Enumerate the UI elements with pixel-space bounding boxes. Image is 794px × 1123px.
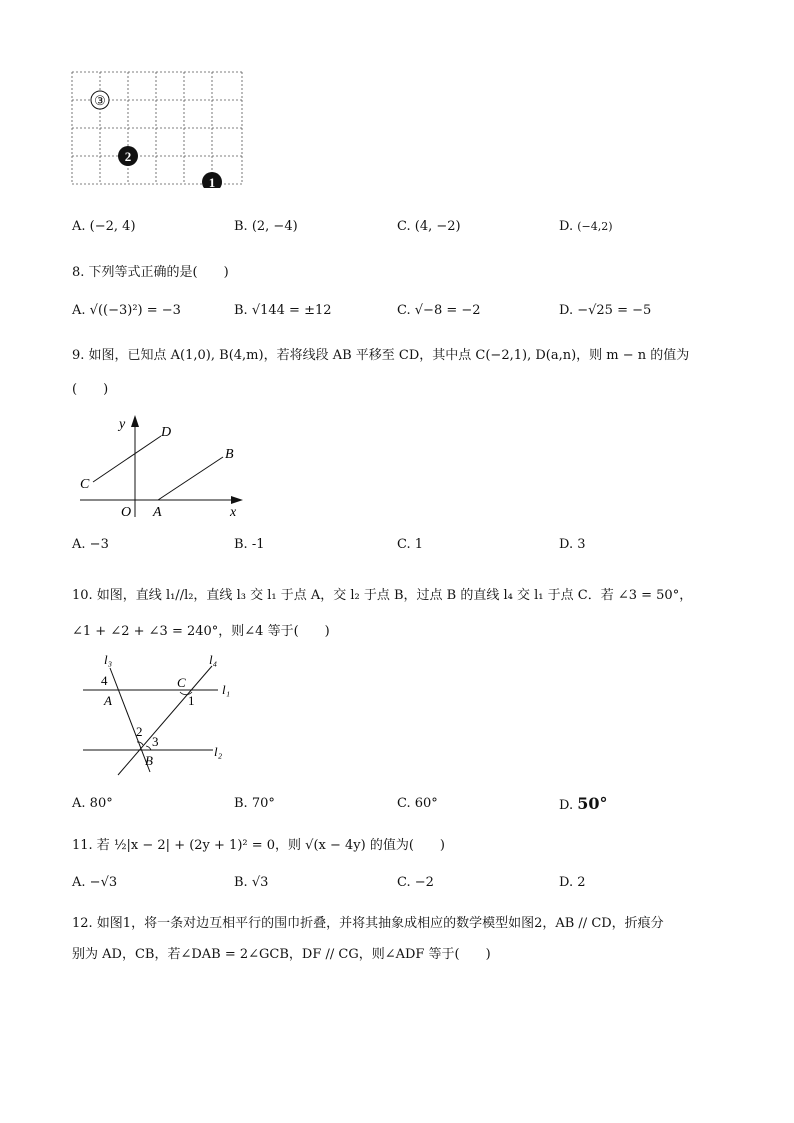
q10-option-b[interactable]: B. 70° (234, 796, 275, 811)
label-o: O (121, 505, 132, 520)
q8-option-b[interactable]: B. √144 = ±12 (234, 303, 332, 318)
marker-three-label: ③ (94, 93, 106, 108)
label-b: B (145, 753, 153, 768)
label-l1: l₁ (222, 682, 231, 697)
label-c: C (177, 675, 186, 690)
q8-option-a[interactable]: A. √((−3)²) = −3 (72, 303, 181, 318)
q10-stem-line2: ∠1 + ∠2 + ∠3 = 240°，则∠4 等于( ) (72, 624, 330, 639)
q9-option-c[interactable]: C. 1 (397, 537, 424, 552)
q7-option-a[interactable]: A. (−2, 4) (72, 219, 136, 234)
q10-option-c[interactable]: C. 60° (397, 796, 438, 811)
marker-one-label: 1 (208, 175, 216, 188)
marker-two-label: 2 (124, 149, 132, 164)
q9-option-d[interactable]: D. 3 (559, 537, 586, 552)
label-d: D (161, 425, 172, 440)
q11-option-b[interactable]: B. √3 (234, 875, 269, 890)
q9-option-a[interactable]: A. −3 (72, 537, 109, 552)
label-l3: l₃ (104, 652, 113, 667)
label-c: C (80, 477, 90, 492)
q12-stem-line1: 12. 如图1，将一条对边互相平行的围巾折叠，并将其抽象成相应的数学模型如图2，AB // CD，折痕分 (72, 916, 664, 931)
q9-option-b[interactable]: B. -1 (234, 537, 265, 552)
q7-option-b[interactable]: B. (2, −4) (234, 219, 298, 234)
q12-stem-line2: 别为 AD，CB，若∠DAB = 2∠GCB，DF // CG，则∠ADF 等于( ) (72, 947, 491, 962)
q9-figure (75, 412, 250, 522)
label-x: x (230, 505, 237, 520)
q10-option-a[interactable]: A. 80° (72, 796, 113, 811)
q9-stem-line2: ( ) (72, 382, 109, 397)
line-l4 (118, 666, 212, 775)
q11-stem: 11. 若 ½|x − 2| + (2y + 1)² = 0，则 √(x − 4y) 的值为( ) (72, 838, 445, 853)
x-axis-arrow-icon (231, 496, 243, 504)
q11-option-c[interactable]: C. −2 (397, 875, 434, 890)
line-l3 (110, 668, 150, 772)
label-l4: l₄ (209, 652, 218, 667)
q7-option-c[interactable]: C. (4, −2) (397, 219, 461, 234)
q10-figure (80, 650, 240, 780)
segment-ab (158, 457, 223, 500)
q9-stem-line1: 9. 如图，已知点 A(1,0), B(4,m)，若将线段 AB 平移至 CD，其中点 C(−2,1), D(a,n)，则 m − n 的值为 (72, 348, 690, 363)
segment-cd (93, 436, 161, 482)
label-a: A (153, 505, 162, 520)
q8-option-d[interactable]: D. −√25 = −5 (559, 303, 652, 318)
q8-stem: 8. 下列等式正确的是( ) (72, 265, 229, 280)
label-4: 4 (101, 673, 108, 688)
q11-option-d[interactable]: D. 2 (559, 875, 586, 890)
q7-grid-figure (70, 70, 246, 188)
label-a: A (104, 693, 112, 708)
label-1: 1 (188, 693, 195, 708)
q7-option-d[interactable]: D. (−4,2) (559, 219, 613, 234)
label-3: 3 (152, 734, 159, 749)
y-axis-arrow-icon (131, 415, 139, 427)
q10-option-d[interactable]: D. 50° (559, 794, 608, 813)
label-2: 2 (136, 724, 143, 739)
label-l2: l₂ (214, 744, 223, 759)
label-b: B (225, 447, 234, 462)
q11-option-a[interactable]: A. −√3 (72, 875, 118, 890)
q8-option-c[interactable]: C. √−8 = −2 (397, 303, 481, 318)
q10-stem-line1: 10. 如图，直线 l₁//l₂，直线 l₃ 交 l₁ 于点 A，交 l₂ 于点 B，过点 B 的直线 l₄ 交 l₁ 于点 C．若 ∠3 = 50°， (72, 588, 693, 603)
label-y: y (119, 417, 126, 432)
